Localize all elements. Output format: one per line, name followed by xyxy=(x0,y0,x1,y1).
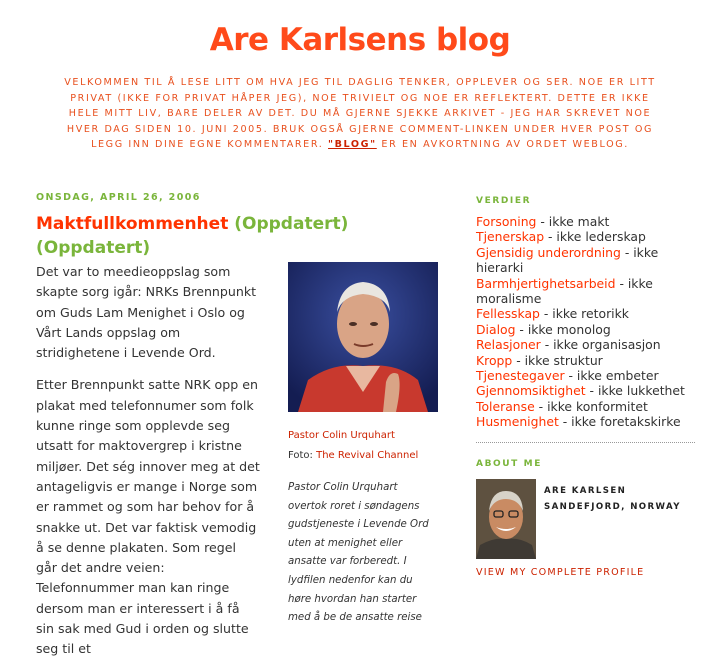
blog-keyword-link[interactable]: "BLOG" xyxy=(328,139,377,151)
main-column xyxy=(36,192,456,657)
list-item xyxy=(476,337,696,352)
list-item xyxy=(476,322,696,337)
value-link[interactable]: Barmhjertighetsarbeid xyxy=(476,275,616,291)
value-text: - ikke struktur xyxy=(512,352,603,368)
photo-box xyxy=(288,262,438,628)
value-text: - ikke makt xyxy=(536,214,610,229)
value-text: - ikke organisasjon xyxy=(540,337,661,353)
list-item xyxy=(476,368,696,383)
list-item xyxy=(476,353,696,368)
list-item xyxy=(476,414,696,429)
pastor-photo xyxy=(288,262,438,412)
about-me-section xyxy=(476,459,696,578)
value-text: - ikke hierarki xyxy=(476,244,659,276)
value-text: - ikke moralisme xyxy=(476,275,653,307)
value-link[interactable]: Tjenestegaver xyxy=(476,368,565,384)
list-item xyxy=(476,276,696,307)
post-date: ONSDAG, APRIL 26, 2006 xyxy=(36,192,201,203)
values-heading: VERDIER xyxy=(476,196,532,206)
sidebar xyxy=(476,196,696,578)
photo-caption xyxy=(288,426,438,466)
avatar-image xyxy=(476,479,536,559)
post-update-link-1[interactable]: (Oppdatert) xyxy=(234,214,349,234)
about-location: SANDEFJORD, NORWAY xyxy=(544,501,681,512)
blog-description-text-end: ER EN AVKORTNING AV ORDET WEBLOG. xyxy=(376,139,629,151)
value-text: - ikke embeter xyxy=(564,368,659,384)
list-item xyxy=(476,383,696,398)
value-link[interactable]: Tjenerskap xyxy=(476,229,545,245)
value-link[interactable]: Toleranse xyxy=(476,398,535,414)
about-name: ARE KARLSEN xyxy=(544,485,627,496)
value-link[interactable]: Fellesskap xyxy=(476,306,540,322)
list-item xyxy=(476,399,696,414)
blog-title[interactable]: Are Karlsens blog xyxy=(209,22,511,58)
list-item xyxy=(476,306,696,321)
view-profile-link[interactable]: VIEW MY COMPLETE PROFILE xyxy=(476,566,645,578)
about-heading: ABOUT ME xyxy=(476,458,542,469)
photo-caption-name: Pastor Colin Urquhart xyxy=(288,430,395,441)
blog-header xyxy=(0,22,720,153)
value-text: - ikke retorikk xyxy=(539,306,629,322)
photo-credit-label: Foto: xyxy=(288,450,313,461)
value-link[interactable]: Kropp xyxy=(476,352,513,368)
value-link[interactable]: Dialog xyxy=(476,321,516,337)
value-link[interactable]: Gjensidig underordning xyxy=(476,244,621,260)
about-row xyxy=(476,479,696,561)
value-text: - ikke foretakskirke xyxy=(558,414,681,430)
avatar[interactable] xyxy=(476,479,536,559)
post-quote: Pastor Colin Urquhart overtok roret i søndagens gudstjeneste i Levende Ord uten at menighet eller ansatte var forberedt. I lydfilen nedenfor kan du høre hvordan han starter med å be de ansatte reise xyxy=(288,482,429,624)
value-link[interactable]: Gjennomsiktighet xyxy=(476,383,586,399)
blog-description xyxy=(55,75,665,153)
value-text: - ikke lukkethet xyxy=(585,383,685,399)
post-paragraph-1: Det var to meedieoppslag som skapte sorg igår: NRKs Brennpunkt om Guds Lam Menighet i Oslo og Vårt Lands oppslag om stridighetene i Levende Ord. xyxy=(36,264,257,361)
divider xyxy=(476,442,695,443)
value-text: - ikke monolog xyxy=(515,321,611,337)
pastor-photo-image xyxy=(288,262,438,412)
post-title-link[interactable]: Maktfullkommenhet xyxy=(36,214,229,234)
photo-credit xyxy=(288,446,438,466)
post-update-link-2[interactable]: (Oppdatert) xyxy=(36,237,151,258)
value-link[interactable]: Forsoning xyxy=(476,214,537,229)
value-text: - ikke lederskap xyxy=(544,229,646,245)
photo-credit-link[interactable]: The Revival Channel xyxy=(316,450,419,461)
about-text xyxy=(544,483,681,515)
list-item xyxy=(476,245,696,276)
value-link[interactable]: Relasjoner xyxy=(476,337,541,353)
post-text xyxy=(36,262,260,672)
value-link[interactable]: Husmenighet xyxy=(476,414,559,430)
list-item xyxy=(476,229,696,244)
value-text: - ikke konformitet xyxy=(534,398,648,414)
values-list xyxy=(476,214,696,430)
post-paragraph-2: Etter Brennpunkt satte NRK opp en plakat med telefonnumer som folk kunne ringe som opplevde seg utsatt for maktovergrep i kristne miljøer. Det ség innover meg at det antageligvis er mange i Norge som er rammet og som har behov for å snakke ut. Det var faktisk vemodig å se denne plakaten. Som regel går det andre veien: Telefonnummer man kan ringe dersom man er interessert i å få sin sak med Gud i orden og slutte seg til et xyxy=(36,377,260,657)
list-item xyxy=(476,214,696,229)
blog-description-text: VELKOMMEN TIL Å LESE LITT OM HVA JEG TIL DAGLIG TENKER, OPPLEVER OG SER. NOE ER LITT PRIVAT (IKKE FOR PRIVAT HÅPER JEG), NOE TRIVIELT OG NOE ER REFLEKTERT. DETTE ER IKKE HELE MITT LIV, BARE DELER AV DET. DU MÅ GJERNE SJEKKE ARKIVET - JEG HAR SKREVET NOE HVER DAG SIDEN 10. JUNI 2005. BRUK OGSÅ GJERNE COMMENT-LINKEN UNDER HVER POST OG LEGG INN DINE EGNE KOMMENTARER. xyxy=(64,77,656,151)
post-title xyxy=(36,213,456,261)
